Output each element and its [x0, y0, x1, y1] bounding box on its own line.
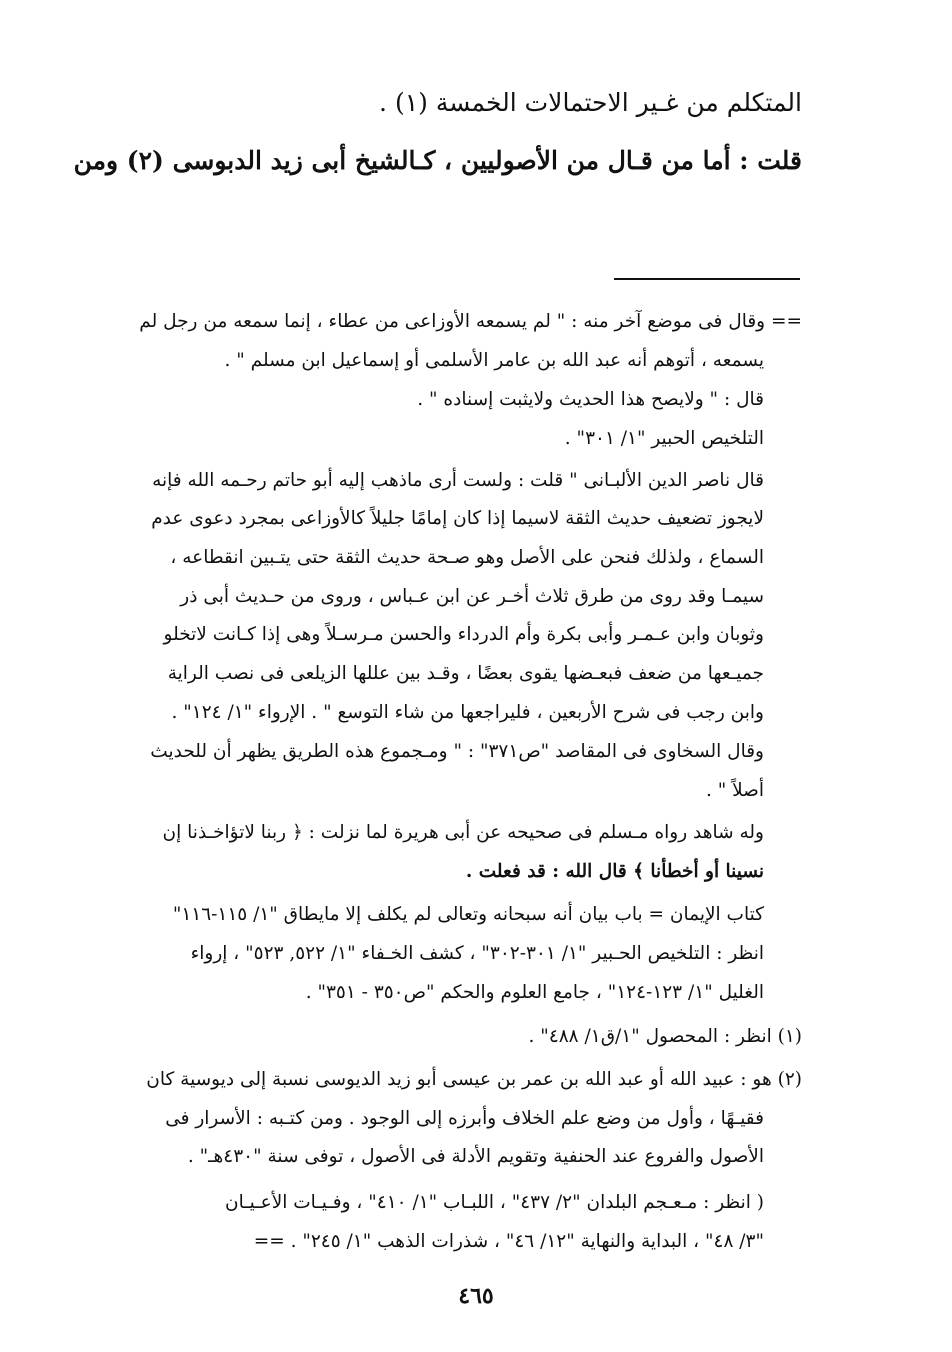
- footnote-line: لايجوز تضعيف حديث الثقة لاسيما إذا كان إمامًا جليلاً كالأوزاعى بمجرد دعوى عدم: [151, 508, 764, 529]
- footnote-line: قال : " ولايصح هذا الحديث ولايثبت إسناده " .: [417, 389, 764, 410]
- footnote-line: == وقال فى موضع آخر منه : " لم يسمعه الأوزاعى من عطاء ، إنما سمعه من رجل لم: [139, 311, 802, 332]
- footnote-line: وابن رجب فى شرح الأربعين ، فليراجعها من شاء التوسع " . الإرواء "١/ ١٢٤" .: [171, 702, 764, 723]
- footnote-line: وقال السخاوى فى المقاصد "ص٣٧١" : " ومـجموع هذه الطريق يظهر أن للحديث: [150, 741, 764, 762]
- footnote-line: انظر : التلخيص الحـبير "١/ ٣٠١-٣٠٢" ، كشف الخـفاء "١/ ٥٢٢, ٥٢٣" ، إرواء: [190, 943, 764, 964]
- footnote-line: أصلاً " .: [705, 780, 764, 801]
- footnote-line: قال ناصر الدين الألبـانى " قلت : ولست أرى ماذهب إليه أبو حاتم رحـمه الله فإنه: [152, 470, 764, 491]
- footnote-line: الغليل "١/ ١٢٣-١٢٤" ، جامع العلوم والحكم "ص٣٥٠ - ٣٥١" .: [305, 982, 764, 1003]
- footnote-line: التلخيص الحبير "١/ ٣٠١" .: [564, 428, 764, 449]
- footnote-line: (١) انظر : المحصول "١/ق١/ ٤٨٨" .: [528, 1026, 802, 1047]
- footnote-line: نسينا أو أخطأنا ﴾ قال الله : قد فعلت .: [465, 861, 764, 882]
- footnote-line: وثوبان وابن عـمـر وأبى بكرة وأم الدرداء والحسن مـرسـلاً وهى إذا كـانت لاتخلو: [163, 624, 764, 645]
- main-text-line-1: المتكلم من غـير الاحتمالات الخمسة (١) .: [379, 88, 802, 117]
- footnote-line: يسمعه ، أتوهم أنه عبد الله بن عامر الأسلمى أو إسماعيل ابن مسلم " .: [224, 350, 764, 371]
- footnote-line: سيمـا وقد روى من طرق ثلاث أخـر عن ابن عـباس ، وروى من حـديث أبى ذر: [180, 586, 764, 607]
- footnote-line: الأصول والفروع عند الحنفية وتقويم الأدلة فى الأصول ، توفى سنة "٤٣٠هـ" .: [187, 1146, 764, 1167]
- main-text-line-2: قلت : أما من قـال من الأصوليين ، كـالشيخ أبى زيد الدبوسى (٢) ومن: [73, 146, 802, 175]
- footnote-line: كتاب الإيمان = باب بيان أنه سبحانه وتعالى لم يكلف إلا مايطاق "١/ ١١٥-١١٦": [172, 904, 764, 925]
- footnote-line: وله شاهد رواه مـسلم فى صحيحه عن أبى هريرة لما نزلت : ﴿ ربنا لاتؤاخـذنا إن: [162, 822, 764, 843]
- footnote-line: السماع ، ولذلك فنحن على الأصل وهو صـحة حديث الثقة حتى يتـبين انقطاعه ،: [170, 547, 764, 568]
- footnote-line: "٣/ ٤٨" ، البداية والنهاية "١٢/ ٤٦" ، شذرات الذهب "١/ ٢٤٥" . ==: [253, 1231, 764, 1252]
- footnote-line: فقيـهًا ، وأول من وضع علم الخلاف وأبرزه إلى الوجود . ومن كتـبه : الأسرار فى: [165, 1108, 764, 1129]
- footnote-line: ( انظر : مـعـجم البلدان "٢/ ٤٣٧" ، اللبـاب "١/ ٤١٠" ، وفـيـات الأعـيـان: [225, 1192, 764, 1213]
- footnote-separator: [614, 278, 800, 280]
- footnote-line: (٢) هو : عبيد الله أو عبد الله بن عمر بن عيسى أبو زيد الديوسى نسبة إلى ديوسية كان: [146, 1069, 802, 1090]
- page-number: ٤٦٥: [458, 1283, 494, 1309]
- footnote-line: جميـعها من ضعف فبعـضها يقوى بعضًا ، وقـد بين عللها الزيلعى فى نصب الراية: [167, 663, 764, 684]
